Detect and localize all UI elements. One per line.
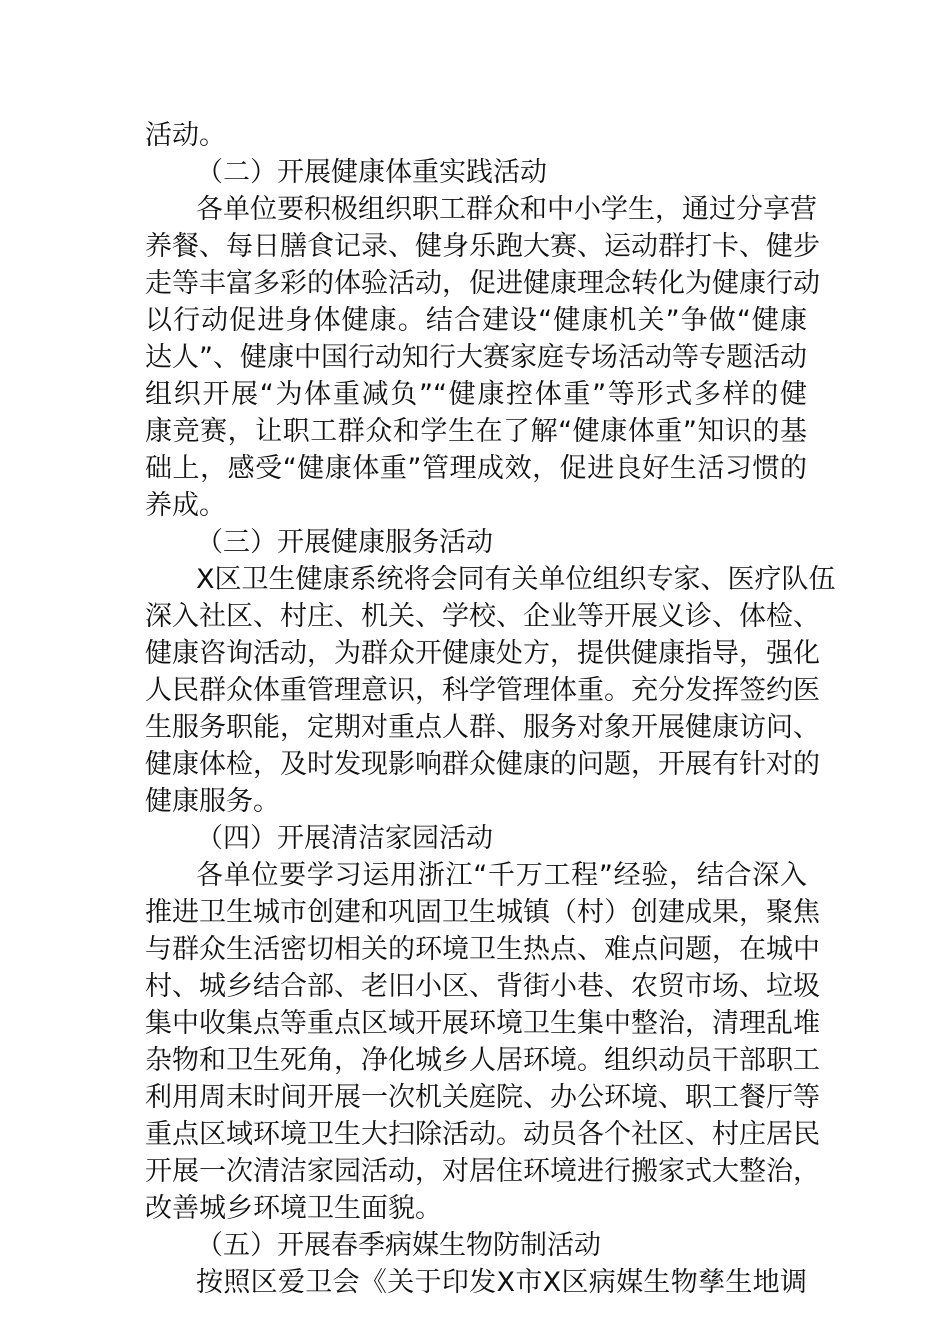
text-line: 走等丰富多彩的体验活动，促进健康理念转化为健康行动 bbox=[145, 268, 820, 299]
text-line: 与群众生活密切相关的环境卫生热点、难点问题，在城中 bbox=[145, 934, 820, 965]
text-line: 以行动促进身体健康。结合建设“健康机关”争做“健康 bbox=[145, 305, 807, 336]
text-line: 生服务职能，定期对重点人群、服务对象开展健康访问、 bbox=[145, 712, 820, 743]
text-line: 村、城乡结合部、老旧小区、背街小巷、农贸市场、垃圾 bbox=[145, 971, 820, 1002]
section-heading: （三）开展健康服务活动 bbox=[196, 527, 493, 558]
text-line: 集中收集点等重点区域开展环境卫生集中整治，清理乱堆 bbox=[145, 1008, 820, 1039]
section-heading: （五）开展春季病媒生物防制活动 bbox=[196, 1230, 601, 1261]
text-line: X区卫生健康系统将会同有关单位组织专家、医疗队伍 bbox=[196, 564, 836, 595]
text-line: 养成。 bbox=[145, 490, 226, 521]
text-line: 养餐、每日膳食记录、健身乐跑大赛、运动群打卡、健步 bbox=[145, 231, 820, 262]
section-heading: （二）开展健康体重实践活动 bbox=[196, 157, 547, 188]
text-line: 组织开展“为体重减负”“健康控体重”等形式多样的健 bbox=[145, 379, 807, 410]
text-line: 利用周末时间开展一次机关庭院、办公环境、职工餐厅等 bbox=[145, 1082, 820, 1113]
text-line: 达人”、健康中国行动知行大赛家庭专场活动等专题活动 bbox=[145, 342, 807, 373]
section-heading: （四）开展清洁家园活动 bbox=[196, 823, 493, 854]
text-line: 健康服务。 bbox=[145, 786, 280, 817]
text-line: 按照区爱卫会《关于印发X市X区病媒生物孳生地调 bbox=[196, 1267, 807, 1298]
text-line: 杂物和卫生死角，净化城乡人居环境。组织动员干部职工 bbox=[145, 1045, 820, 1076]
text-line: 各单位要学习运用浙江“千万工程”经验，结合深入 bbox=[196, 860, 807, 891]
text-line: 健康体检，及时发现影响群众健康的问题，开展有针对的 bbox=[145, 749, 820, 780]
text-line: 推进卫生城市创建和巩固卫生城镇（村）创建成果，聚焦 bbox=[145, 897, 820, 928]
text-line: 健康咨询活动，为群众开健康处方，提供健康指导，强化 bbox=[145, 638, 820, 669]
text-line: 各单位要积极组织职工群众和中小学生，通过分享营 bbox=[196, 194, 817, 225]
text-line: 开展一次清洁家园活动，对居住环境进行搬家式大整治， bbox=[145, 1156, 820, 1187]
text-line: 活动。 bbox=[145, 120, 226, 151]
text-line: 康竞赛，让职工群众和学生在了解“健康体重”知识的基 bbox=[145, 416, 807, 447]
text-line: 础上，感受“健康体重”管理成效，促进良好生活习惯的 bbox=[145, 453, 807, 484]
text-line: 人民群众体重管理意识，科学管理体重。充分发挥签约医 bbox=[145, 675, 820, 706]
text-line: 深入社区、村庄、机关、学校、企业等开展义诊、体检、 bbox=[145, 601, 820, 632]
text-line: 重点区域环境卫生大扫除活动。动员各个社区、村庄居民 bbox=[145, 1119, 820, 1150]
text-line: 改善城乡环境卫生面貌。 bbox=[145, 1193, 442, 1224]
